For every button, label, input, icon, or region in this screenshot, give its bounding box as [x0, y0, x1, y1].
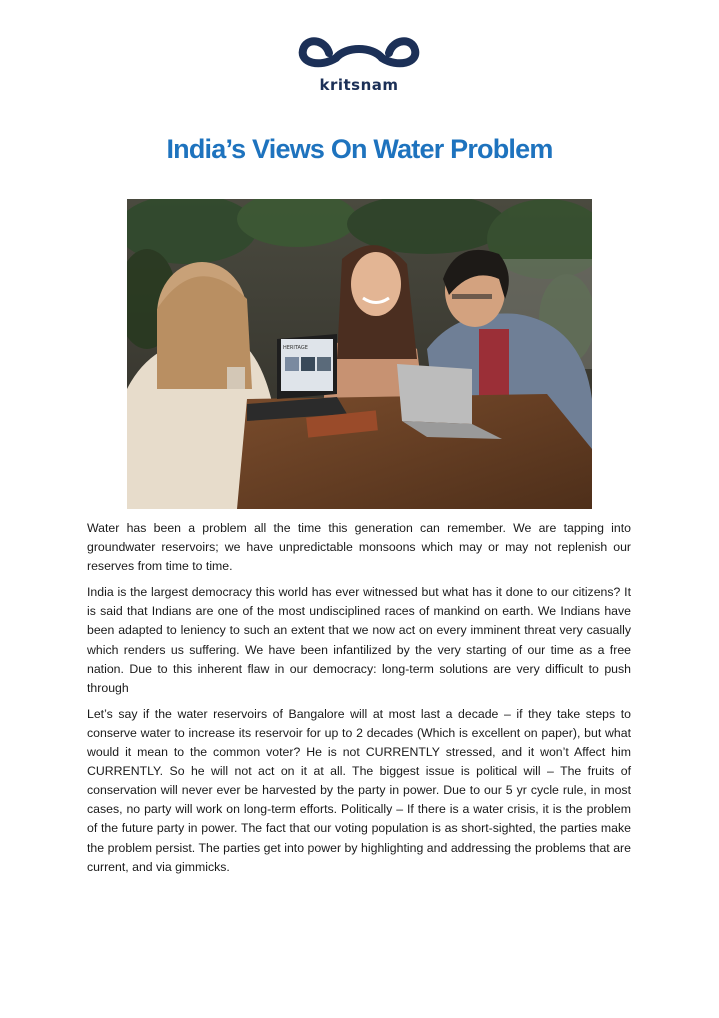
paragraph: Water has been a problem all the time this generation can remember. We are tapping into groundwater reservoirs; we have unpredictable monsoons which may or may not replenish our reserves from time to time.	[87, 521, 631, 574]
article-photo	[127, 199, 592, 509]
kritsnam-logo	[292, 32, 426, 98]
article-body	[87, 519, 631, 884]
paragraph: India is the largest democracy this world has ever witnessed but what has it done to our citizens? It is said that Indians are one of the most undisciplined races of mankind on earth. We Indians have been adapted to leniency to such an extent that we now act on every imminent threat very casually which renders us suffering. We have been infantilized by the very starting of our time as a free nation. Due to this inherent flaw in our democracy: long-term solutions are very difficult to push through	[87, 585, 631, 695]
photo-illustration	[127, 199, 592, 509]
paragraph: Let’s say if the water reservoirs of Bangalore will at most last a decade – if they take steps to conserve water to increase its reservoir for up to 2 decades (Which is excellent on paper), but what would it mean to the common voter? He is not CURRENTLY stressed, and it won’t Affect him CURRENTLY. So he will not act on it at all. The biggest issue is political will – The fruits of conservation will never ever be harvested by the party in power. Due to our 5 yr cycle rule, in most cases, no party will work on long-term efforts. Politically – If there is a water crisis, it is the problem of the future party in power. The fact that our voting population is as short-sighted, the parties make the problem persist. The parties get into power by highlighting and addressing the problems that are current, and via gimmicks.	[87, 706, 631, 874]
page-title: India’s Views On Water Problem	[166, 134, 553, 164]
logo-wordmark: kritsnam	[319, 76, 399, 94]
infinity-logo-icon	[292, 32, 426, 76]
laptop-screen-text: HERITAGE	[283, 345, 308, 351]
